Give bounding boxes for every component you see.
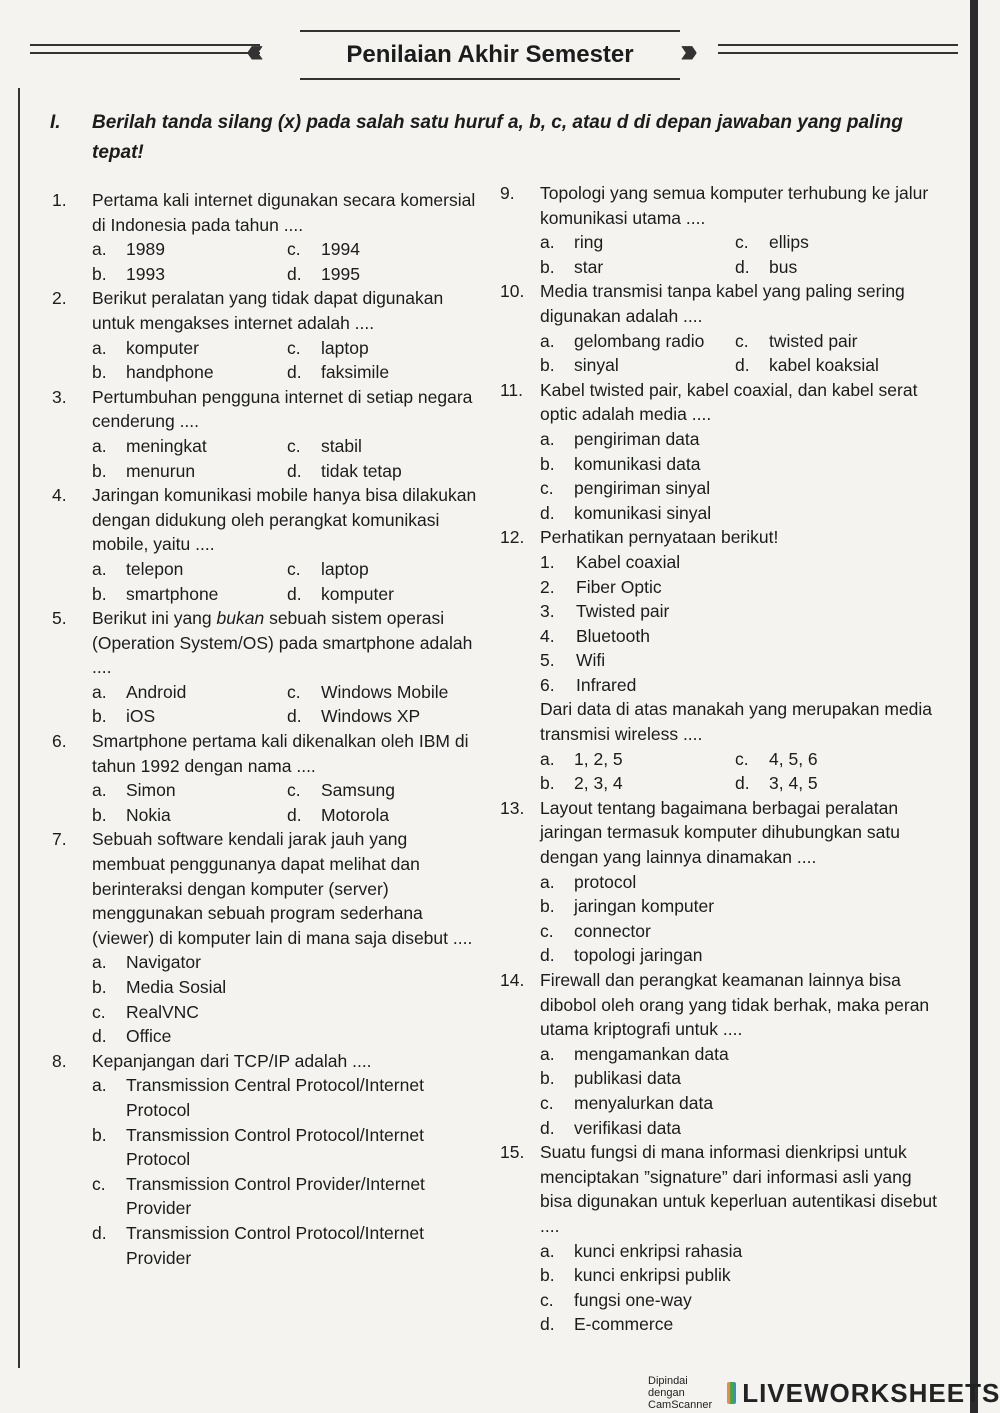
option-letter: b. bbox=[92, 583, 107, 604]
option-letter: a. bbox=[540, 1043, 555, 1064]
question-text: Kabel twisted pair, kabel coaxial, dan kabel serat optic adalah media .... bbox=[540, 379, 918, 425]
option-text: Transmission Control Provider/Internet Provider bbox=[126, 1173, 425, 1219]
question-number: 2. bbox=[52, 288, 67, 309]
left-border bbox=[18, 88, 20, 1368]
option-letter: b. bbox=[92, 460, 107, 481]
answer-options bbox=[92, 557, 482, 606]
option-text: publikasi data bbox=[574, 1068, 682, 1089]
option-text: twisted pair bbox=[769, 330, 858, 351]
option-text: 3, 4, 5 bbox=[769, 773, 818, 794]
answer-option[interactable] bbox=[540, 255, 735, 280]
option-text: menyalurkan data bbox=[574, 1092, 714, 1113]
question-text-part: Berikut ini yang bbox=[92, 608, 217, 629]
chevron-right-icon: ››› bbox=[680, 32, 690, 70]
statement-text: Infrared bbox=[576, 674, 637, 695]
question-item bbox=[52, 483, 482, 606]
question-number: 8. bbox=[52, 1050, 67, 1071]
answer-option[interactable] bbox=[540, 230, 735, 255]
question-text-emphasis: bukan bbox=[216, 608, 265, 629]
option-text: 1989 bbox=[126, 239, 165, 260]
statement-number: 4. bbox=[540, 625, 555, 646]
option-letter: d. bbox=[735, 355, 750, 376]
answer-option[interactable] bbox=[287, 582, 482, 607]
option-text: kunci enkripsi publik bbox=[574, 1265, 731, 1286]
answer-option[interactable] bbox=[540, 894, 940, 919]
option-text: laptop bbox=[321, 337, 369, 358]
option-letter: b. bbox=[92, 804, 107, 825]
option-letter: b. bbox=[92, 706, 107, 727]
option-text: komputer bbox=[126, 337, 199, 358]
question-text: Pertumbuhan pengguna internet di setiap negara cenderung .... bbox=[92, 386, 473, 432]
liveworksheets-logo-icon bbox=[727, 1382, 736, 1404]
option-letter: d. bbox=[287, 804, 302, 825]
answer-options bbox=[92, 680, 482, 729]
option-letter: d. bbox=[540, 502, 555, 523]
option-letter: c. bbox=[735, 748, 749, 769]
question-text: Kepanjangan dari TCP/IP adalah .... bbox=[92, 1050, 372, 1071]
statement-list bbox=[540, 550, 940, 698]
option-letter: d. bbox=[92, 1222, 107, 1243]
option-letter: b. bbox=[540, 1265, 555, 1286]
option-letter: a. bbox=[92, 681, 107, 702]
statement-number: 5. bbox=[540, 650, 555, 671]
answer-options bbox=[92, 950, 482, 1048]
option-letter: c. bbox=[540, 1092, 554, 1113]
option-text: ring bbox=[574, 232, 604, 253]
question-text: Berikut peralatan yang tidak dapat digunakan untuk mengakses internet adalah .... bbox=[92, 288, 444, 333]
option-text: sinyal bbox=[574, 355, 619, 376]
answer-options bbox=[540, 870, 940, 968]
answer-option[interactable] bbox=[92, 1073, 482, 1122]
scanner-note: Dipindai dengan CamScanner bbox=[648, 1375, 713, 1411]
option-text: 4, 5, 6 bbox=[769, 748, 818, 769]
answer-options bbox=[540, 329, 940, 378]
option-letter: c. bbox=[92, 1001, 106, 1022]
statement-question: Dari data di atas manakah yang merupakan media transmisi wireless .... bbox=[540, 699, 933, 745]
question-text: Layout tentang bagaimana berbagai peralatan jaringan termasuk komputer dihubungkan satu dengan yang lainnya dinamakan .... bbox=[540, 797, 900, 868]
option-text: handphone bbox=[126, 362, 214, 383]
answer-option[interactable] bbox=[287, 262, 482, 287]
option-text: telepon bbox=[126, 558, 184, 579]
option-letter: a. bbox=[92, 337, 107, 358]
answer-options bbox=[540, 230, 940, 279]
page-title-text: Penilaian Akhir Semester bbox=[346, 41, 634, 68]
answer-option[interactable] bbox=[540, 329, 735, 354]
answer-option[interactable] bbox=[287, 557, 482, 582]
option-letter: a. bbox=[92, 1075, 107, 1096]
answer-option[interactable] bbox=[92, 950, 482, 975]
option-text: Simon bbox=[126, 780, 176, 801]
footer bbox=[648, 1375, 1000, 1411]
header bbox=[0, 22, 990, 82]
statement-text: Twisted pair bbox=[576, 601, 670, 622]
answer-option[interactable] bbox=[540, 476, 940, 501]
option-letter: d. bbox=[540, 1117, 555, 1138]
question-number: 12. bbox=[500, 527, 525, 548]
answer-option[interactable] bbox=[287, 704, 482, 729]
statement-text: Wifi bbox=[576, 650, 606, 671]
option-letter: a. bbox=[540, 428, 555, 449]
answer-option[interactable] bbox=[735, 353, 940, 378]
option-letter: d. bbox=[92, 1026, 107, 1047]
option-letter: b. bbox=[540, 773, 555, 794]
answer-option[interactable] bbox=[735, 230, 940, 255]
option-text: tidak tetap bbox=[321, 460, 402, 481]
option-letter: a. bbox=[92, 952, 107, 973]
option-letter: a. bbox=[540, 748, 555, 769]
option-letter: d. bbox=[287, 460, 302, 481]
statement-number: 6. bbox=[540, 674, 555, 695]
answer-option[interactable] bbox=[735, 771, 940, 796]
option-text: 1995 bbox=[321, 263, 360, 284]
option-text: star bbox=[574, 256, 604, 277]
option-letter: c. bbox=[287, 780, 301, 801]
answer-option[interactable] bbox=[540, 919, 940, 944]
question-item bbox=[500, 1140, 940, 1337]
answer-option[interactable] bbox=[287, 680, 482, 705]
option-letter: c. bbox=[287, 681, 301, 702]
option-text: komunikasi data bbox=[574, 453, 701, 474]
option-text: Windows Mobile bbox=[321, 681, 449, 702]
question-number: 13. bbox=[500, 797, 525, 818]
option-text: mengamankan data bbox=[574, 1043, 729, 1064]
option-letter: b. bbox=[92, 263, 107, 284]
question-number: 10. bbox=[500, 281, 525, 302]
option-text: komputer bbox=[321, 583, 394, 604]
option-letter: b. bbox=[540, 355, 555, 376]
answer-option[interactable] bbox=[540, 501, 940, 526]
option-letter: c. bbox=[540, 920, 554, 941]
question-number: 3. bbox=[52, 386, 67, 407]
option-text: faksimile bbox=[321, 362, 390, 383]
brand-name: LIVEWORKSHEETS bbox=[742, 1377, 1000, 1408]
question-number: 1. bbox=[52, 190, 67, 210]
answer-option[interactable] bbox=[92, 1024, 482, 1049]
option-text: Windows XP bbox=[321, 706, 421, 727]
question-number: 9. bbox=[500, 183, 515, 203]
header-rule-right-2 bbox=[718, 52, 958, 54]
answer-option[interactable] bbox=[287, 459, 482, 484]
question-item bbox=[500, 181, 940, 279]
answer-option[interactable] bbox=[540, 1091, 940, 1116]
answer-option[interactable] bbox=[540, 771, 735, 796]
option-text: 1993 bbox=[126, 263, 165, 284]
page-title bbox=[300, 30, 680, 80]
option-text: laptop bbox=[321, 558, 369, 579]
option-letter: a. bbox=[92, 435, 107, 456]
option-text: Office bbox=[126, 1026, 172, 1047]
question-item bbox=[500, 796, 940, 968]
option-text: kunci enkripsi rahasia bbox=[574, 1240, 743, 1261]
statement-number: 1. bbox=[540, 551, 555, 572]
option-text: Transmission Central Protocol/Internet Protocol bbox=[126, 1075, 424, 1120]
left-column bbox=[52, 188, 482, 1270]
question-number: 15. bbox=[500, 1142, 525, 1163]
answer-option[interactable] bbox=[92, 1221, 482, 1270]
option-letter: c. bbox=[287, 558, 301, 579]
option-letter: b. bbox=[540, 453, 555, 474]
statement-item bbox=[540, 648, 940, 673]
answer-option[interactable] bbox=[92, 459, 287, 484]
option-text: Samsung bbox=[321, 780, 395, 801]
instruction-text: Berilah tanda silang (x) pada salah satu huruf a, b, c, atau d di depan jawaban yang paling tepat! bbox=[92, 112, 903, 163]
question-text bbox=[92, 606, 482, 680]
question-item bbox=[500, 968, 940, 1140]
option-text: bus bbox=[769, 256, 798, 277]
question-item bbox=[500, 378, 940, 526]
option-letter: d. bbox=[735, 773, 750, 794]
instruction-number: I. bbox=[50, 112, 61, 133]
answer-option[interactable] bbox=[92, 336, 287, 361]
answer-option[interactable] bbox=[540, 747, 735, 772]
answer-option[interactable] bbox=[287, 237, 482, 262]
option-text: kabel koaksial bbox=[769, 355, 879, 376]
right-border bbox=[970, 0, 978, 1413]
option-letter: a. bbox=[92, 239, 107, 260]
option-text: menurun bbox=[126, 460, 196, 481]
statement-item bbox=[540, 673, 940, 698]
header-rule-right bbox=[718, 44, 958, 46]
option-letter: a. bbox=[92, 780, 107, 801]
answer-option[interactable] bbox=[92, 1172, 482, 1221]
answer-option[interactable] bbox=[540, 353, 735, 378]
answer-option[interactable] bbox=[735, 747, 940, 772]
answer-options bbox=[540, 1042, 940, 1140]
option-letter: b. bbox=[92, 362, 107, 383]
question-text: Sebuah software kendali jarak jauh yang membuat penggunanya dapat melihat dan berinteraksi dengan komputer (server) menggunakan sebuah program sederhana (viewer) di komputer lain di mana saja disebut .... bbox=[92, 829, 473, 948]
option-letter: d. bbox=[287, 263, 302, 284]
question-text-part: sebuah sistem operasi (Operation System/OS) pada smartphone adalah .... bbox=[92, 608, 473, 678]
option-letter: b. bbox=[92, 977, 107, 997]
question-text: Smartphone pertama kali dikenalkan oleh IBM di tahun 1992 dengan nama .... bbox=[92, 731, 469, 776]
option-letter: b. bbox=[540, 1068, 555, 1089]
option-text: fungsi one-way bbox=[574, 1289, 692, 1310]
answer-option[interactable] bbox=[92, 680, 287, 705]
option-letter: c. bbox=[540, 1289, 554, 1310]
answer-option[interactable] bbox=[287, 336, 482, 361]
option-text: topologi jaringan bbox=[574, 945, 703, 966]
option-text: smartphone bbox=[126, 583, 219, 604]
option-letter: b. bbox=[540, 256, 555, 277]
option-text: Media Sosial bbox=[126, 977, 227, 997]
question-item bbox=[500, 279, 940, 377]
option-letter: c. bbox=[92, 1173, 106, 1194]
option-letter: d. bbox=[735, 256, 750, 277]
question-item bbox=[52, 1049, 482, 1270]
option-letter: a. bbox=[540, 330, 555, 351]
option-letter: b. bbox=[540, 896, 555, 917]
option-letter: d. bbox=[287, 706, 302, 727]
option-text: Transmission Control Protocol/Internet Protocol bbox=[126, 1124, 424, 1170]
option-text: RealVNC bbox=[126, 1001, 199, 1022]
question-item bbox=[52, 729, 482, 827]
answer-options bbox=[540, 427, 940, 525]
option-text: meningkat bbox=[126, 435, 207, 456]
option-letter: c. bbox=[735, 330, 749, 351]
option-letter: a. bbox=[540, 232, 555, 253]
option-text: stabil bbox=[321, 435, 362, 456]
answer-options bbox=[540, 1239, 940, 1337]
question-text: Jaringan komunikasi mobile hanya bisa dilakukan dengan didukung oleh perangkat komunikasi mobile, yaitu .... bbox=[92, 485, 477, 555]
answer-option[interactable] bbox=[540, 1312, 940, 1337]
option-text: pengiriman data bbox=[574, 428, 700, 449]
question-number: 4. bbox=[52, 485, 67, 506]
answer-option[interactable] bbox=[540, 1066, 940, 1091]
statement-number: 2. bbox=[540, 576, 555, 597]
answer-option[interactable] bbox=[92, 557, 287, 582]
answer-options bbox=[540, 747, 940, 796]
answer-option[interactable] bbox=[92, 262, 287, 287]
question-number: 6. bbox=[52, 731, 67, 752]
question-item bbox=[52, 827, 482, 1048]
statement-number: 3. bbox=[540, 601, 555, 622]
option-text: Motorola bbox=[321, 804, 390, 825]
question-text: Topologi yang semua komputer terhubung ke jalur komunikasi utama .... bbox=[540, 183, 929, 228]
option-letter: a. bbox=[540, 1240, 555, 1261]
answer-option[interactable] bbox=[92, 803, 287, 828]
option-text: E-commerce bbox=[574, 1314, 674, 1335]
answer-option[interactable] bbox=[540, 1042, 940, 1067]
question-item bbox=[52, 385, 482, 483]
statement-item bbox=[540, 550, 940, 575]
header-rule-left-2 bbox=[30, 52, 260, 54]
answer-option[interactable] bbox=[735, 329, 940, 354]
answer-option[interactable] bbox=[540, 452, 940, 477]
option-letter: d. bbox=[287, 583, 302, 604]
answer-option[interactable] bbox=[92, 582, 287, 607]
option-letter: d. bbox=[287, 362, 302, 383]
answer-option[interactable] bbox=[92, 1123, 482, 1172]
answer-option[interactable] bbox=[735, 255, 940, 280]
option-text: verifikasi data bbox=[574, 1117, 681, 1138]
option-text: pengiriman sinyal bbox=[574, 478, 711, 499]
header-rule-left bbox=[30, 44, 260, 46]
question-item bbox=[500, 525, 940, 796]
answer-options bbox=[92, 1073, 482, 1270]
answer-option[interactable] bbox=[287, 434, 482, 459]
option-text: Android bbox=[126, 681, 187, 702]
question-item bbox=[52, 606, 482, 729]
option-letter: d. bbox=[540, 945, 555, 966]
question-item bbox=[52, 286, 482, 384]
answer-option[interactable] bbox=[540, 1239, 940, 1264]
answer-options bbox=[92, 434, 482, 483]
question-number: 5. bbox=[52, 608, 67, 629]
answer-option[interactable] bbox=[92, 975, 482, 1000]
option-text: connector bbox=[574, 920, 651, 941]
option-text: 1994 bbox=[321, 239, 360, 260]
question-number: 14. bbox=[500, 970, 525, 990]
answer-options bbox=[92, 778, 482, 827]
option-text: Navigator bbox=[126, 952, 201, 973]
statement-text: Kabel coaxial bbox=[576, 551, 681, 572]
answer-option[interactable] bbox=[92, 360, 287, 385]
answer-option[interactable] bbox=[540, 1116, 940, 1141]
option-letter: c. bbox=[287, 435, 301, 456]
question-text: Firewall dan perangkat keamanan lainnya bisa dibobol oleh orang yang tidak berhak, maka peran utama kriptografi untuk .... bbox=[540, 970, 930, 1040]
answer-option[interactable] bbox=[287, 803, 482, 828]
answer-option[interactable] bbox=[92, 704, 287, 729]
option-text: Nokia bbox=[126, 804, 171, 825]
answer-option[interactable] bbox=[540, 1263, 940, 1288]
option-letter: c. bbox=[287, 239, 301, 260]
statement-item bbox=[540, 575, 940, 600]
answer-option[interactable] bbox=[92, 237, 287, 262]
answer-options bbox=[92, 237, 482, 286]
statement-text: Fiber Optic bbox=[576, 576, 662, 597]
answer-options bbox=[92, 336, 482, 385]
statement-item bbox=[540, 599, 940, 624]
option-letter: d. bbox=[540, 1314, 555, 1335]
option-letter: c. bbox=[735, 232, 749, 253]
answer-option[interactable] bbox=[540, 943, 940, 968]
answer-option[interactable] bbox=[92, 1000, 482, 1025]
question-number: 11. bbox=[500, 379, 524, 400]
option-text: 2, 3, 4 bbox=[574, 773, 623, 794]
answer-option[interactable] bbox=[540, 870, 940, 895]
answer-option[interactable] bbox=[92, 434, 287, 459]
question-number: 7. bbox=[52, 829, 67, 850]
option-text: gelombang radio bbox=[574, 330, 705, 351]
question-text: Perhatikan pernyataan berikut! bbox=[540, 527, 779, 548]
option-text: iOS bbox=[126, 706, 156, 727]
statement-item bbox=[540, 624, 940, 649]
statement-text: Bluetooth bbox=[576, 625, 650, 646]
question-item bbox=[52, 188, 482, 286]
answer-option[interactable] bbox=[540, 1288, 940, 1313]
option-text: 1, 2, 5 bbox=[574, 748, 623, 769]
answer-option[interactable] bbox=[287, 778, 482, 803]
answer-option[interactable] bbox=[540, 427, 940, 452]
question-text: Pertama kali internet digunakan secara komersial di Indonesia pada tahun .... bbox=[92, 190, 476, 235]
instruction bbox=[50, 108, 930, 168]
chevron-left-icon: ‹‹‹ bbox=[246, 32, 256, 70]
option-letter: c. bbox=[540, 478, 554, 499]
option-text: komunikasi sinyal bbox=[574, 502, 712, 523]
option-letter: a. bbox=[540, 871, 555, 892]
option-text: protocol bbox=[574, 871, 637, 892]
option-text: ellips bbox=[769, 232, 809, 253]
right-column bbox=[500, 181, 940, 1337]
option-letter: b. bbox=[92, 1124, 107, 1145]
answer-option[interactable] bbox=[287, 360, 482, 385]
option-text: Transmission Control Protocol/Internet Provider bbox=[126, 1222, 424, 1268]
answer-option[interactable] bbox=[92, 778, 287, 803]
question-text: Media transmisi tanpa kabel yang paling sering digunakan adalah .... bbox=[540, 281, 905, 326]
option-letter: c. bbox=[287, 337, 301, 358]
option-text: jaringan komputer bbox=[574, 896, 715, 917]
option-letter: a. bbox=[92, 558, 107, 579]
question-text: Suatu fungsi di mana informasi dienkripsi untuk menciptakan ”signature” dari informasi asli yang bisa digunakan untuk keperluan autentikasi disebut .... bbox=[540, 1142, 937, 1236]
